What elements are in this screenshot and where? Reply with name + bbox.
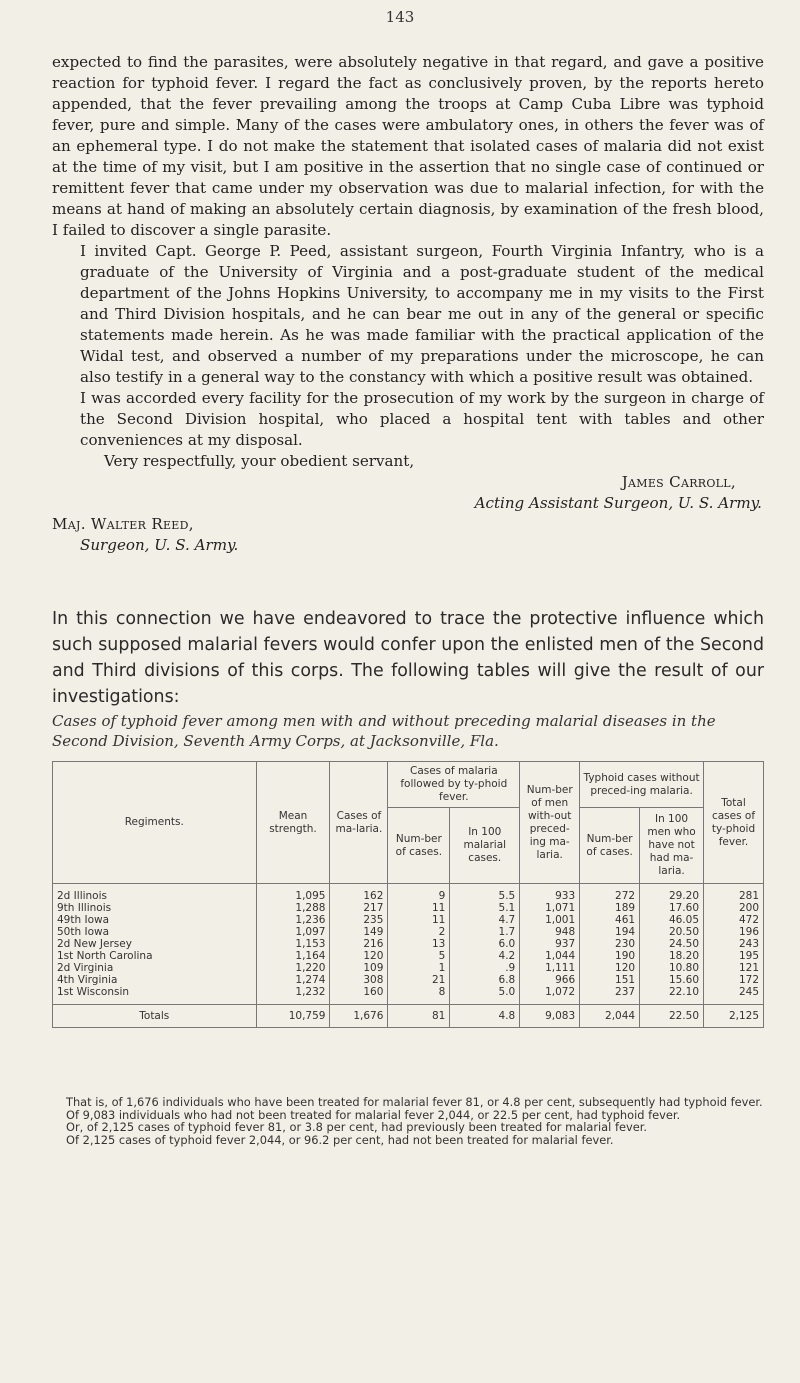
cell-mean: 1,095 — [256, 884, 330, 903]
table-notes — [52, 1096, 764, 1146]
note-2: Of 9,083 individuals who had not been treated for malarial fever 2,044, or 22.5 per cent, had typhoid fever. — [66, 1107, 681, 1122]
cell-regiment: 1st Wisconsin — [53, 986, 257, 1005]
cell-total: 196 — [704, 926, 764, 938]
cell-without: 933 — [520, 884, 580, 903]
cell-without: 937 — [520, 938, 580, 950]
header-cases-malaria: Cases of ma-laria. — [330, 762, 388, 884]
cell-per100: 6.8 — [450, 974, 520, 986]
totals-row — [53, 1005, 764, 1028]
table-row — [53, 950, 764, 962]
cell-per100: 5.0 — [450, 986, 520, 1005]
cell-total-mean: 10,759 — [256, 1005, 330, 1028]
letter-body — [52, 52, 764, 556]
typhoid-malaria-table — [52, 761, 764, 1028]
cell-cases: 149 — [330, 926, 388, 938]
cell-followed: 21 — [388, 974, 450, 986]
signature-title: Acting Assistant Surgeon, U. S. Army. — [474, 494, 762, 512]
letter-paragraph-3: I was accorded every facility for the prosecution of my work by the surgeon in charge of the Second Division hospital, who placed a hospital tent with tables and other conveniences at my disposal. — [80, 389, 764, 449]
cell-per100b: 18.20 — [640, 950, 704, 962]
cell-per100b: 15.60 — [640, 974, 704, 986]
cell-total: 281 — [704, 884, 764, 903]
cell-without: 1,072 — [520, 986, 580, 1005]
cell-without: 1,044 — [520, 950, 580, 962]
cell-regiment: 2d Illinois — [53, 884, 257, 903]
table-row — [53, 914, 764, 926]
cell-mean: 1,274 — [256, 974, 330, 986]
addressee-title: Surgeon, U. S. Army. — [80, 536, 239, 554]
cell-total-typhoid: 2,044 — [580, 1005, 640, 1028]
table-row — [53, 986, 764, 1005]
cell-cases: 217 — [330, 902, 388, 914]
cell-total-per100: 4.8 — [450, 1005, 520, 1028]
cell-followed: 11 — [388, 914, 450, 926]
cell-total-cases: 1,676 — [330, 1005, 388, 1028]
cell-mean: 1,220 — [256, 962, 330, 974]
cell-typhoid: 461 — [580, 914, 640, 926]
cell-cases: 235 — [330, 914, 388, 926]
cell-followed: 9 — [388, 884, 450, 903]
cell-total-followed: 81 — [388, 1005, 450, 1028]
cell-typhoid: 272 — [580, 884, 640, 903]
cell-per100b: 24.50 — [640, 938, 704, 950]
cell-per100b: 17.60 — [640, 902, 704, 914]
header-mean-strength: Mean strength. — [256, 762, 330, 884]
cell-typhoid: 189 — [580, 902, 640, 914]
table-row — [53, 926, 764, 938]
cell-total: 243 — [704, 938, 764, 950]
cell-followed: 5 — [388, 950, 450, 962]
cell-mean: 1,164 — [256, 950, 330, 962]
table-caption: Cases of typhoid fever among men with and without preceding malarial diseases in the Second Division, Seventh Army Corps, at Jacksonville, Fla. — [52, 712, 716, 750]
cell-mean: 1,288 — [256, 902, 330, 914]
cell-cases: 109 — [330, 962, 388, 974]
cell-regiment: 4th Virginia — [53, 974, 257, 986]
cell-typhoid: 237 — [580, 986, 640, 1005]
cell-regiment: 1st North Carolina — [53, 950, 257, 962]
cell-regiment: 49th Iowa — [53, 914, 257, 926]
cell-typhoid: 120 — [580, 962, 640, 974]
cell-cases: 216 — [330, 938, 388, 950]
cell-followed: 2 — [388, 926, 450, 938]
cell-followed: 1 — [388, 962, 450, 974]
cell-typhoid: 151 — [580, 974, 640, 986]
cell-without: 1,071 — [520, 902, 580, 914]
cell-without: 1,111 — [520, 962, 580, 974]
cell-cases: 308 — [330, 974, 388, 986]
cell-regiment: 9th Illinois — [53, 902, 257, 914]
cell-total: 245 — [704, 986, 764, 1005]
header-group-typhoid-without: Typhoid cases without preced-ing malaria. — [580, 762, 704, 808]
cell-followed: 8 — [388, 986, 450, 1005]
cell-regiment: 2d New Jersey — [53, 938, 257, 950]
table-row — [53, 938, 764, 950]
header-men-without-malaria: Num-ber of men with-out preced-ing ma-laria. — [520, 762, 580, 884]
cell-followed: 11 — [388, 902, 450, 914]
cell-total: 200 — [704, 902, 764, 914]
header-in-100-malarial: In 100 malarial cases. — [450, 808, 520, 884]
note-3: Or, of 2,125 cases of typhoid fever 81, or 3.8 per cent, had previously been treated for malarial fever. — [66, 1120, 647, 1135]
header-regiments: Regiments. — [53, 762, 257, 884]
cell-mean: 1,232 — [256, 986, 330, 1005]
cell-mean: 1,153 — [256, 938, 330, 950]
cell-per100b: 29.20 — [640, 884, 704, 903]
cell-regiment: 2d Virginia — [53, 962, 257, 974]
cell-without: 1,001 — [520, 914, 580, 926]
closing-line: Very respectfully, your obedient servant, — [104, 452, 415, 470]
note-1: That is, of 1,676 individuals who have been treated for malarial fever 81, or 4.8 per cent, subsequently had typhoid fever. — [66, 1095, 763, 1109]
addressee-name: Maj. Walter Reed, — [52, 515, 194, 533]
cell-total: 121 — [704, 962, 764, 974]
cell-per100: 1.7 — [450, 926, 520, 938]
cell-per100: 6.0 — [450, 938, 520, 950]
cell-cases: 162 — [330, 884, 388, 903]
table-row — [53, 902, 764, 914]
page-number: 143 — [385, 8, 415, 26]
cell-per100b: 22.10 — [640, 986, 704, 1005]
intro-paragraph: In this connection we have endeavored to trace the protective influence which such supposed malarial fevers would confer upon the enlisted men of the Second and Third divisions of this corps. The following tables will give the result of our investigations: — [52, 609, 764, 707]
cell-mean: 1,097 — [256, 926, 330, 938]
cell-mean: 1,236 — [256, 914, 330, 926]
cell-typhoid: 194 — [580, 926, 640, 938]
cell-total: 172 — [704, 974, 764, 986]
note-4: Of 2,125 cases of typhoid fever 2,044, or 96.2 per cent, had not been treated for malarial fever. — [66, 1132, 614, 1147]
letter-paragraph-2: I invited Capt. George P. Peed, assistant surgeon, Fourth Virginia Infantry, who is a graduate of the University of Virginia and a post-graduate student of the medical department of the Johns Hopkins University, to accompany me in my visits to the First and Third Division hospitals, and he can bear me out in any of the general or specific statements made herein. As he was made familiar with the practical application of the Widal test, and observed a number of my preparations under the microscope, he can also testify in a general way to the constancy with which a positive result was obtained. — [80, 242, 764, 386]
cell-cases: 160 — [330, 986, 388, 1005]
cell-per100: 4.2 — [450, 950, 520, 962]
cell-typhoid: 230 — [580, 938, 640, 950]
cell-per100b: 46.05 — [640, 914, 704, 926]
cell-regiment: 50th Iowa — [53, 926, 257, 938]
header-in-100-men: In 100 men who have not had ma-laria. — [640, 808, 704, 884]
signature-name: James Carroll, — [621, 473, 736, 491]
cell-cases: 120 — [330, 950, 388, 962]
header-num-cases-2: Num-ber of cases. — [580, 808, 640, 884]
letter-paragraph-1: expected to find the parasites, were absolutely negative in that regard, and gave a positive reaction for typhoid fever. I regard the fact as conclusively proven, by the reports hereto appended, that the fever prevailing among the troops at Camp Cuba Libre was typhoid fever, pure and simple. Many of the cases were ambulatory ones, in others the fever was of an ephemeral type. I do not make the statement that isolated cases of malaria did not exist at the time of my visit, but I am positive in the assertion that no single case of continued or remittent fever that came under my observation was due to malarial infection, for with the means at hand of making an absolutely certain diagnosis, by examination of the fresh blood, I failed to discover a single parasite. — [52, 53, 764, 239]
header-group-followed: Cases of malaria followed by ty-phoid fever. — [388, 762, 520, 808]
cell-total-without: 9,083 — [520, 1005, 580, 1028]
cell-typhoid: 190 — [580, 950, 640, 962]
cell-totals-label: Totals — [53, 1005, 257, 1028]
table-row — [53, 974, 764, 986]
signature-block — [52, 451, 764, 556]
cell-total-per100b: 22.50 — [640, 1005, 704, 1028]
cell-per100: .9 — [450, 962, 520, 974]
cell-per100: 5.5 — [450, 884, 520, 903]
header-num-cases: Num-ber of cases. — [388, 808, 450, 884]
cell-total-total: 2,125 — [704, 1005, 764, 1028]
cell-per100: 4.7 — [450, 914, 520, 926]
table-row — [53, 962, 764, 974]
cell-per100b: 10.80 — [640, 962, 704, 974]
table-row — [53, 884, 764, 903]
cell-total: 195 — [704, 950, 764, 962]
cell-without: 966 — [520, 974, 580, 986]
cell-without: 948 — [520, 926, 580, 938]
cell-followed: 13 — [388, 938, 450, 950]
cell-per100b: 20.50 — [640, 926, 704, 938]
cell-per100: 5.1 — [450, 902, 520, 914]
header-total-cases: Total cases of ty-phoid fever. — [704, 762, 764, 884]
cell-total: 472 — [704, 914, 764, 926]
